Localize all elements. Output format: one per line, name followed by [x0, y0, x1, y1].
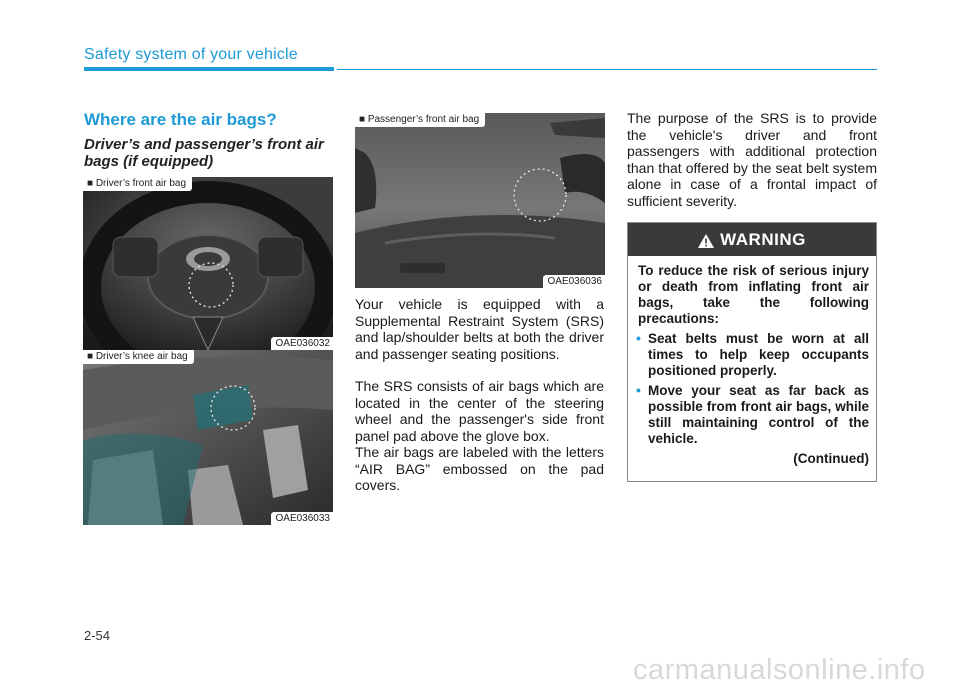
- figure-driver-knee-airbag: [83, 350, 333, 525]
- warning-box: [627, 222, 877, 482]
- continued-label: (Continued): [793, 451, 869, 466]
- bullet-icon: •: [636, 382, 641, 398]
- warning-triangle-icon: [698, 234, 714, 248]
- body-paragraph: The air bags are labeled with the letters “AIR BAG” embossed on the pad covers.: [355, 444, 604, 493]
- watermark: carmanualsonline.info: [633, 654, 926, 686]
- subheading: Driver’s and passenger’s front air bags (if equipped): [84, 136, 324, 170]
- header-rule-thick: [84, 67, 334, 71]
- bullet-icon: •: [636, 330, 641, 346]
- body-paragraph: Your vehicle is equipped with a Supplemental Restraint System (SRS) and lap/shoulder belts at both the driver and passenger seating positions.: [355, 296, 604, 362]
- figure-caption: ■ Driver’s front air bag: [83, 177, 192, 191]
- warning-title: WARNING: [720, 230, 806, 249]
- warning-list-item: • Move your seat as far back as possible from front air bags, while still maintaining control of the vehicle.: [636, 382, 869, 446]
- figure-caption: ■ Driver’s knee air bag: [83, 350, 194, 364]
- figure-passenger-front-airbag: [355, 113, 605, 288]
- figure-code: OAE036036: [543, 275, 606, 288]
- figure-code: OAE036033: [271, 512, 334, 525]
- warning-header: [628, 223, 876, 256]
- warning-list-item: • Seat belts must be worn at all times to help keep occupants positioned properly.: [636, 330, 869, 378]
- body-paragraph: The purpose of the SRS is to provide the vehicle's driver and front passengers with additional protection than that offered by the seat belt system alone in case of a frontal impact of sufficient severity.: [627, 110, 877, 209]
- page-number: 2-54: [84, 628, 111, 643]
- page-heading: Where are the air bags?: [84, 110, 277, 129]
- section-title: Safety system of your vehicle: [84, 46, 298, 63]
- body-paragraph: The SRS consists of air bags which are located in the center of the steering wheel and the passenger's side front panel pad above the glove box.: [355, 378, 604, 444]
- figure-code: OAE036032: [271, 337, 334, 350]
- warning-list: [638, 331, 869, 447]
- dashboard-illustration: [355, 113, 605, 288]
- steering-wheel-illustration: [83, 177, 333, 350]
- warning-body: [638, 263, 869, 467]
- figure-caption: ■ Passenger’s front air bag: [355, 113, 485, 127]
- warning-intro: To reduce the risk of serious injury or death from inflating front air bags, take the following precautions:: [638, 263, 869, 326]
- figure-driver-front-airbag: [83, 177, 333, 350]
- header-rule-thin: [337, 69, 877, 70]
- knee-airbag-illustration: [83, 350, 333, 525]
